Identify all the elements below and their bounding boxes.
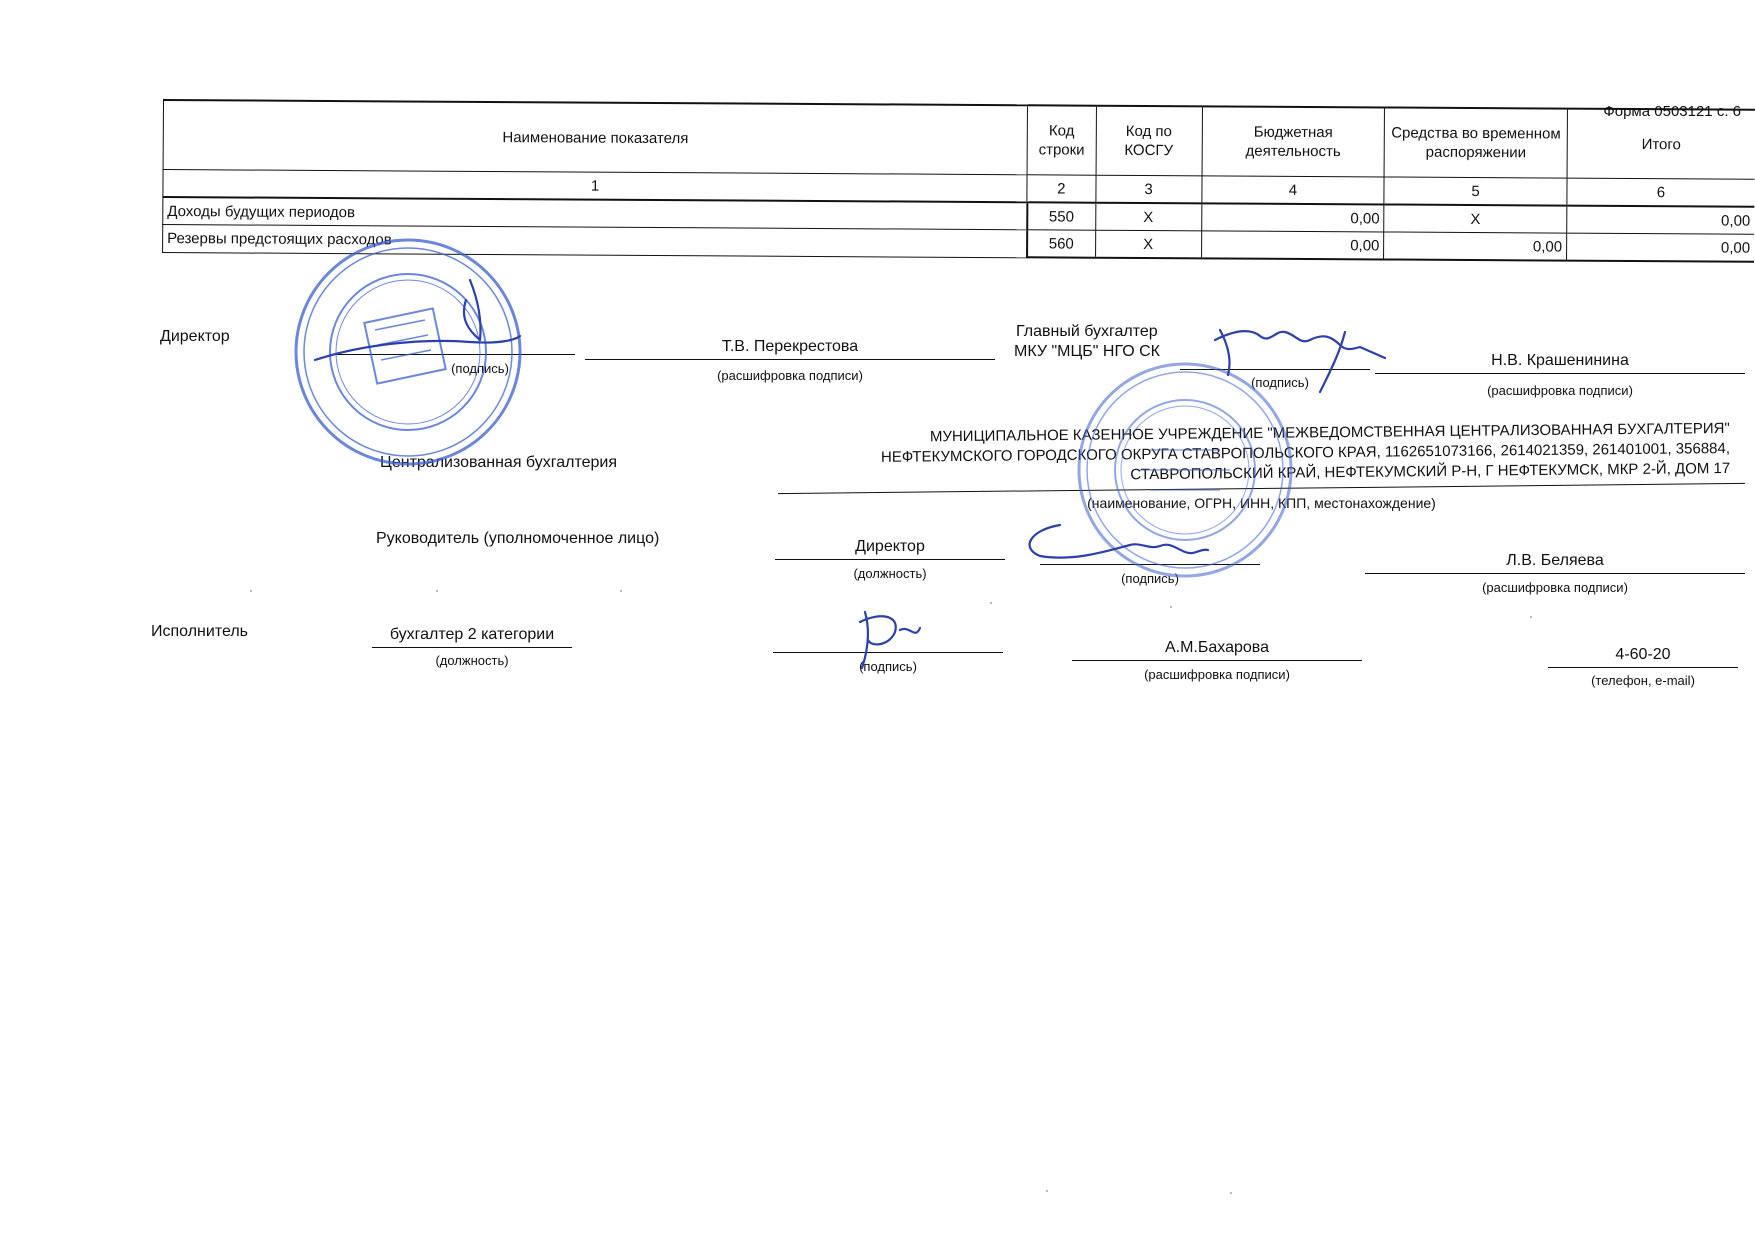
scan-speck xyxy=(620,590,622,592)
stamp-accounting-seal xyxy=(1079,364,1291,576)
chief-sign-caption: (подпись) xyxy=(1251,375,1309,390)
row-kosgu: X xyxy=(1095,203,1201,231)
row-total: 0,00 xyxy=(1567,206,1755,235)
executor-position-caption: (должность) xyxy=(435,653,509,668)
col-num-3: 3 xyxy=(1095,175,1201,203)
row-code: 560 xyxy=(1027,230,1095,258)
scan-speck xyxy=(1530,616,1532,618)
chief-name: Н.В. Крашенинина xyxy=(1491,352,1629,369)
row-code: 550 xyxy=(1027,202,1095,230)
scan-speck xyxy=(990,602,992,604)
scan-speck xyxy=(1170,606,1172,608)
row-kosgu: X xyxy=(1095,230,1201,258)
header-line-code: Код строки xyxy=(1027,105,1096,175)
head-position: Директор xyxy=(855,538,925,555)
executor-name: А.М.Бахарова xyxy=(1164,639,1270,656)
executor-name-caption: (расшифровка подписи) xyxy=(1144,667,1290,682)
org-caption: (наименование, ОГРН, ИНН, КПП, местонахождение) xyxy=(1087,495,1436,511)
scan-speck xyxy=(436,590,438,592)
scan-speck xyxy=(1230,1192,1232,1194)
col-num-1: 1 xyxy=(163,170,1027,203)
head-name-caption: (расшифровка подписи) xyxy=(1482,580,1628,595)
signature-chief-accountant xyxy=(1215,330,1385,392)
header-temp-funds: Средства во временном распоряжении xyxy=(1384,107,1567,178)
org-line-2: НЕФТЕКУМСКОГО ГОРОДСКОГО ОКРУГА СТАВРОПОЛЬСКОГО КРАЯ, 1162651073166, 2614021359, 261401001, 356884, xyxy=(880,439,1731,466)
col-num-5: 5 xyxy=(1384,177,1567,206)
executor-sign-caption: (подпись) xyxy=(859,659,917,674)
row-budget: 0,00 xyxy=(1201,203,1384,232)
executor-label: Исполнитель xyxy=(151,623,249,640)
header-budget: Бюджетная деятельность xyxy=(1202,106,1385,177)
chief-accountant-label: Главный бухгалтер xyxy=(1016,323,1158,340)
header-indicator: Наименование показателя xyxy=(163,100,1028,175)
head-name: Л.В. Беляева xyxy=(1506,552,1604,569)
chief-accountant-org: МКУ "МЦБ" НГО СК xyxy=(1014,343,1160,360)
row-total: 0,00 xyxy=(1567,233,1755,262)
header-kosgu: Код по КОСГУ xyxy=(1096,106,1202,176)
row-temp: 0,00 xyxy=(1384,232,1567,261)
scan-speck xyxy=(250,590,252,592)
central-accounting-label: Централизованная бухгалтерия xyxy=(380,454,617,471)
signature-executor xyxy=(860,612,920,668)
director-label: Директор xyxy=(160,328,230,345)
row-temp: X xyxy=(1384,204,1567,233)
col-num-4: 4 xyxy=(1201,176,1384,205)
chief-name-caption: (расшифровка подписи) xyxy=(1487,383,1633,398)
head-sign-caption: (подпись) xyxy=(1121,571,1179,586)
executor-phone: 4-60-20 xyxy=(1615,646,1671,663)
row-name: Резервы предстоящих расходов xyxy=(163,225,1027,258)
form-id: Форма 0503121 с. 6 xyxy=(1603,103,1741,120)
col-num-6: 6 xyxy=(1567,178,1755,207)
head-position-caption: (должность) xyxy=(853,566,927,581)
director-name: Т.В. Перекрестова xyxy=(721,338,859,355)
header-total: Итого xyxy=(1567,109,1755,180)
executor-position: бухгалтер 2 категории xyxy=(389,626,555,643)
col-num-2: 2 xyxy=(1027,175,1095,203)
scan-speck xyxy=(1046,1190,1048,1192)
org-line-3: СТАВРОПОЛЬСКИЙ КРАЙ, НЕФТЕКУМСКИЙ Р-Н, Г НЕФТЕКУМСК, МКР 2-Й, ДОМ 17 xyxy=(1130,459,1731,484)
executor-phone-caption: (телефон, e-mail) xyxy=(1591,673,1695,688)
director-sign-caption: (подпись) xyxy=(451,361,509,376)
head-label: Руководитель (уполномоченное лицо) xyxy=(376,530,660,547)
row-name: Доходы будущих периодов xyxy=(163,197,1027,230)
stamp-library-seal xyxy=(296,240,520,464)
row-budget: 0,00 xyxy=(1201,231,1384,260)
director-name-caption: (расшифровка подписи) xyxy=(717,368,863,383)
signature-director xyxy=(315,280,520,360)
org-line-1: МУНИЦИПАЛЬНОЕ КАЗЕННОЕ УЧРЕЖДЕНИЕ "МЕЖВЕДОМСТВЕННАЯ ЦЕНТРАЛИЗОВАННАЯ БУХГАЛТЕРИЯ" xyxy=(929,419,1730,446)
